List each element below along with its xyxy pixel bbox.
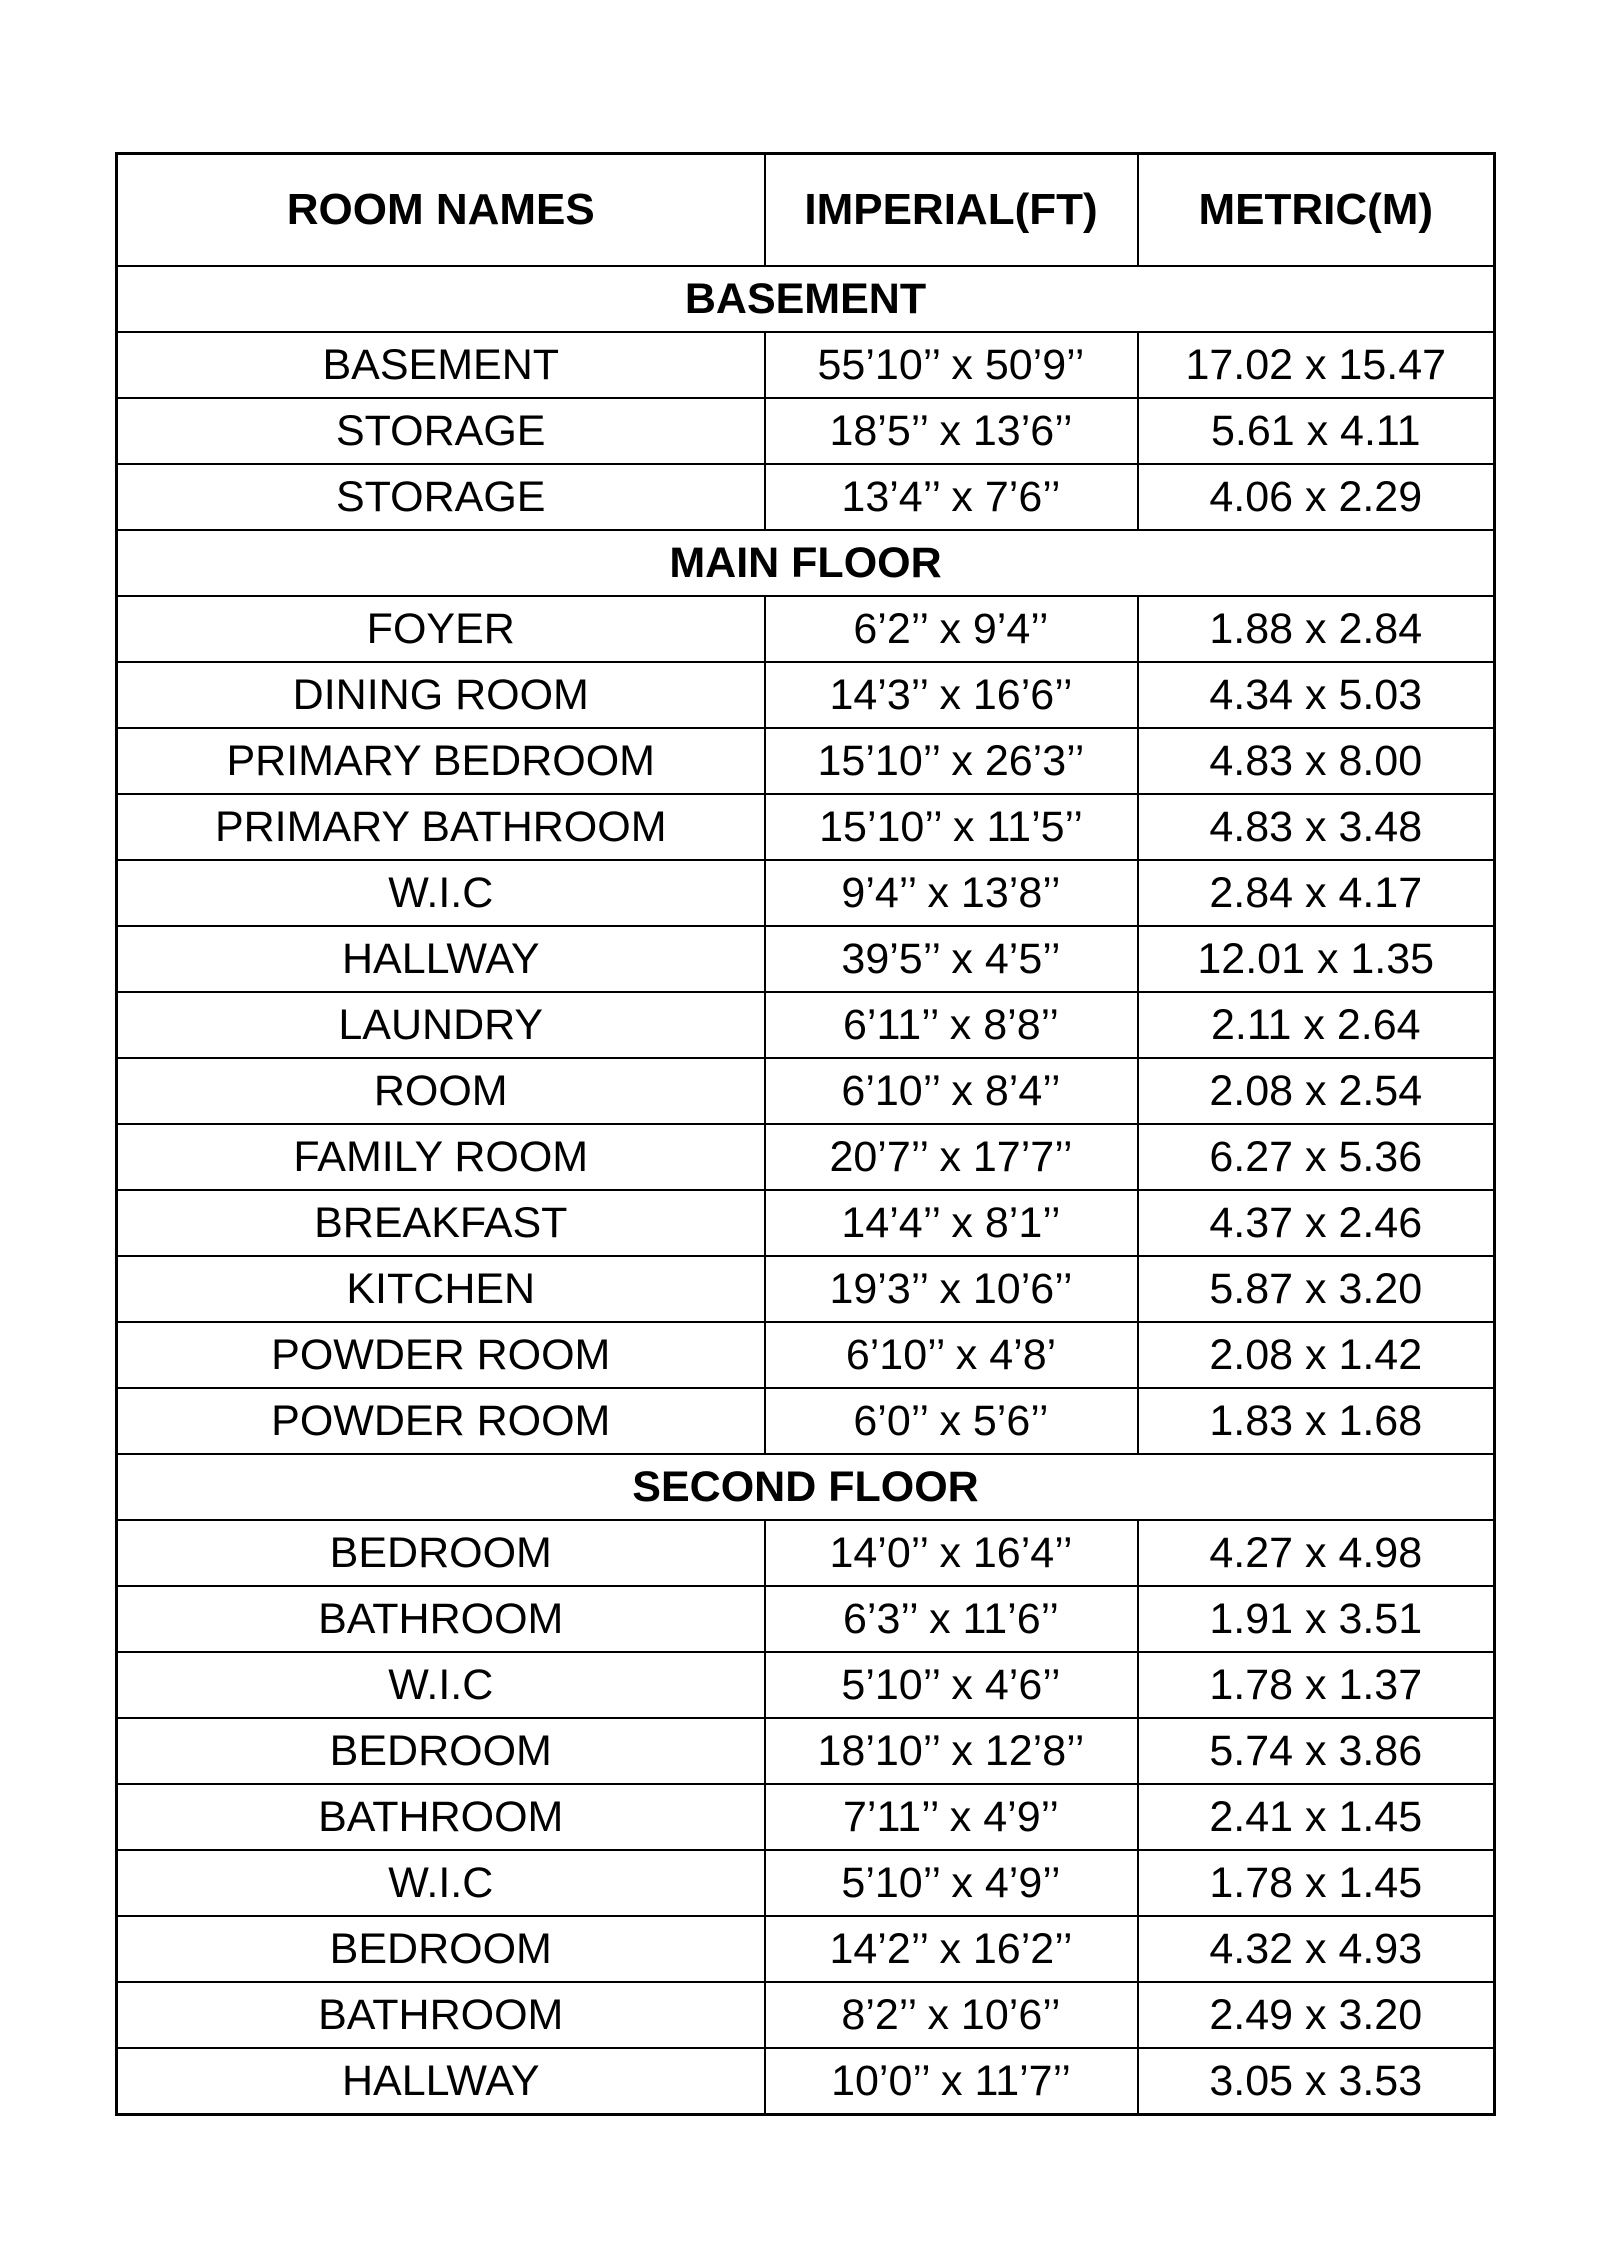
- imperial-cell: 18’5’’ x 13’6’’: [765, 398, 1138, 464]
- room-name-cell: LAUNDRY: [117, 992, 765, 1058]
- metric-cell: 4.34 x 5.03: [1138, 662, 1495, 728]
- table-row: [117, 1982, 1495, 2048]
- metric-cell: 3.05 x 3.53: [1138, 2048, 1495, 2115]
- metric-cell: 6.27 x 5.36: [1138, 1124, 1495, 1190]
- imperial-cell: 13’4’’ x 7’6’’: [765, 464, 1138, 530]
- table-row: [117, 1652, 1495, 1718]
- metric-cell: 5.74 x 3.86: [1138, 1718, 1495, 1784]
- room-name-cell: BREAKFAST: [117, 1190, 765, 1256]
- metric-cell: 5.61 x 4.11: [1138, 398, 1495, 464]
- header-imperial: IMPERIAL(FT): [765, 154, 1138, 267]
- imperial-cell: 15’10’’ x 26’3’’: [765, 728, 1138, 794]
- table-row: [117, 1058, 1495, 1124]
- imperial-cell: 6’10’’ x 8’4’’: [765, 1058, 1138, 1124]
- table-row: [117, 1718, 1495, 1784]
- metric-cell: 4.37 x 2.46: [1138, 1190, 1495, 1256]
- table-row: [117, 596, 1495, 662]
- table-row: [117, 332, 1495, 398]
- imperial-cell: 6’10’’ x 4’8’: [765, 1322, 1138, 1388]
- table-row: [117, 464, 1495, 530]
- room-name-cell: BEDROOM: [117, 1520, 765, 1586]
- table-row: [117, 794, 1495, 860]
- table-body: [117, 266, 1495, 2115]
- metric-cell: 1.78 x 1.45: [1138, 1850, 1495, 1916]
- table-row: [117, 1586, 1495, 1652]
- section-row: [117, 266, 1495, 332]
- imperial-cell: 6’11’’ x 8’8’’: [765, 992, 1138, 1058]
- imperial-cell: 14’2’’ x 16’2’’: [765, 1916, 1138, 1982]
- table-row: [117, 1520, 1495, 1586]
- room-name-cell: DINING ROOM: [117, 662, 765, 728]
- metric-cell: 5.87 x 3.20: [1138, 1256, 1495, 1322]
- imperial-cell: 15’10’’ x 11’5’’: [765, 794, 1138, 860]
- room-name-cell: BATHROOM: [117, 1982, 765, 2048]
- room-name-cell: BATHROOM: [117, 1586, 765, 1652]
- imperial-cell: 39’5’’ x 4’5’’: [765, 926, 1138, 992]
- table-row: [117, 992, 1495, 1058]
- table-row: [117, 2048, 1495, 2115]
- metric-cell: 4.83 x 8.00: [1138, 728, 1495, 794]
- table-row: [117, 926, 1495, 992]
- table-row: [117, 662, 1495, 728]
- metric-cell: 2.11 x 2.64: [1138, 992, 1495, 1058]
- table-row: [117, 1916, 1495, 1982]
- room-name-cell: W.I.C: [117, 860, 765, 926]
- section-title: MAIN FLOOR: [117, 530, 1495, 596]
- room-name-cell: POWDER ROOM: [117, 1388, 765, 1454]
- metric-cell: 4.32 x 4.93: [1138, 1916, 1495, 1982]
- table-row: [117, 728, 1495, 794]
- room-dimensions-table: [115, 152, 1496, 2116]
- room-name-cell: KITCHEN: [117, 1256, 765, 1322]
- room-name-cell: BEDROOM: [117, 1916, 765, 1982]
- room-name-cell: STORAGE: [117, 464, 765, 530]
- table-row: [117, 1784, 1495, 1850]
- metric-cell: 1.83 x 1.68: [1138, 1388, 1495, 1454]
- imperial-cell: 6’0’’ x 5’6’’: [765, 1388, 1138, 1454]
- metric-cell: 4.83 x 3.48: [1138, 794, 1495, 860]
- metric-cell: 1.78 x 1.37: [1138, 1652, 1495, 1718]
- metric-cell: 17.02 x 15.47: [1138, 332, 1495, 398]
- metric-cell: 2.84 x 4.17: [1138, 860, 1495, 926]
- section-title: BASEMENT: [117, 266, 1495, 332]
- room-name-cell: PRIMARY BATHROOM: [117, 794, 765, 860]
- room-name-cell: POWDER ROOM: [117, 1322, 765, 1388]
- imperial-cell: 5’10’’ x 4’6’’: [765, 1652, 1138, 1718]
- metric-cell: 12.01 x 1.35: [1138, 926, 1495, 992]
- imperial-cell: 14’0’’ x 16’4’’: [765, 1520, 1138, 1586]
- header-row: [117, 154, 1495, 267]
- table-row: [117, 1256, 1495, 1322]
- metric-cell: 4.06 x 2.29: [1138, 464, 1495, 530]
- imperial-cell: 19’3’’ x 10’6’’: [765, 1256, 1138, 1322]
- room-name-cell: W.I.C: [117, 1652, 765, 1718]
- imperial-cell: 9’4’’ x 13’8’’: [765, 860, 1138, 926]
- imperial-cell: 18’10’’ x 12’8’’: [765, 1718, 1138, 1784]
- room-name-cell: BATHROOM: [117, 1784, 765, 1850]
- room-dimensions-sheet: [115, 152, 1493, 2116]
- room-name-cell: HALLWAY: [117, 2048, 765, 2115]
- imperial-cell: 8’2’’ x 10’6’’: [765, 1982, 1138, 2048]
- room-name-cell: ROOM: [117, 1058, 765, 1124]
- imperial-cell: 5’10’’ x 4’9’’: [765, 1850, 1138, 1916]
- table-row: [117, 1124, 1495, 1190]
- room-name-cell: W.I.C: [117, 1850, 765, 1916]
- section-title: SECOND FLOOR: [117, 1454, 1495, 1520]
- room-name-cell: BASEMENT: [117, 332, 765, 398]
- metric-cell: 1.91 x 3.51: [1138, 1586, 1495, 1652]
- imperial-cell: 6’3’’ x 11’6’’: [765, 1586, 1138, 1652]
- imperial-cell: 55’10’’ x 50’9’’: [765, 332, 1138, 398]
- room-name-cell: FAMILY ROOM: [117, 1124, 765, 1190]
- imperial-cell: 14’3’’ x 16’6’’: [765, 662, 1138, 728]
- imperial-cell: 6’2’’ x 9’4’’: [765, 596, 1138, 662]
- metric-cell: 2.08 x 1.42: [1138, 1322, 1495, 1388]
- table-row: [117, 1190, 1495, 1256]
- imperial-cell: 7’11’’ x 4’9’’: [765, 1784, 1138, 1850]
- imperial-cell: 10’0’’ x 11’7’’: [765, 2048, 1138, 2115]
- section-row: [117, 530, 1495, 596]
- metric-cell: 1.88 x 2.84: [1138, 596, 1495, 662]
- section-row: [117, 1454, 1495, 1520]
- metric-cell: 2.08 x 2.54: [1138, 1058, 1495, 1124]
- metric-cell: 4.27 x 4.98: [1138, 1520, 1495, 1586]
- imperial-cell: 20’7’’ x 17’7’’: [765, 1124, 1138, 1190]
- imperial-cell: 14’4’’ x 8’1’’: [765, 1190, 1138, 1256]
- table-row: [117, 1850, 1495, 1916]
- room-name-cell: BEDROOM: [117, 1718, 765, 1784]
- room-name-cell: STORAGE: [117, 398, 765, 464]
- header-metric: METRIC(M): [1138, 154, 1495, 267]
- room-name-cell: HALLWAY: [117, 926, 765, 992]
- table-row: [117, 1322, 1495, 1388]
- room-name-cell: PRIMARY BEDROOM: [117, 728, 765, 794]
- metric-cell: 2.41 x 1.45: [1138, 1784, 1495, 1850]
- table-row: [117, 860, 1495, 926]
- table-row: [117, 398, 1495, 464]
- metric-cell: 2.49 x 3.20: [1138, 1982, 1495, 2048]
- room-name-cell: FOYER: [117, 596, 765, 662]
- header-room-names: ROOM NAMES: [117, 154, 765, 267]
- table-row: [117, 1388, 1495, 1454]
